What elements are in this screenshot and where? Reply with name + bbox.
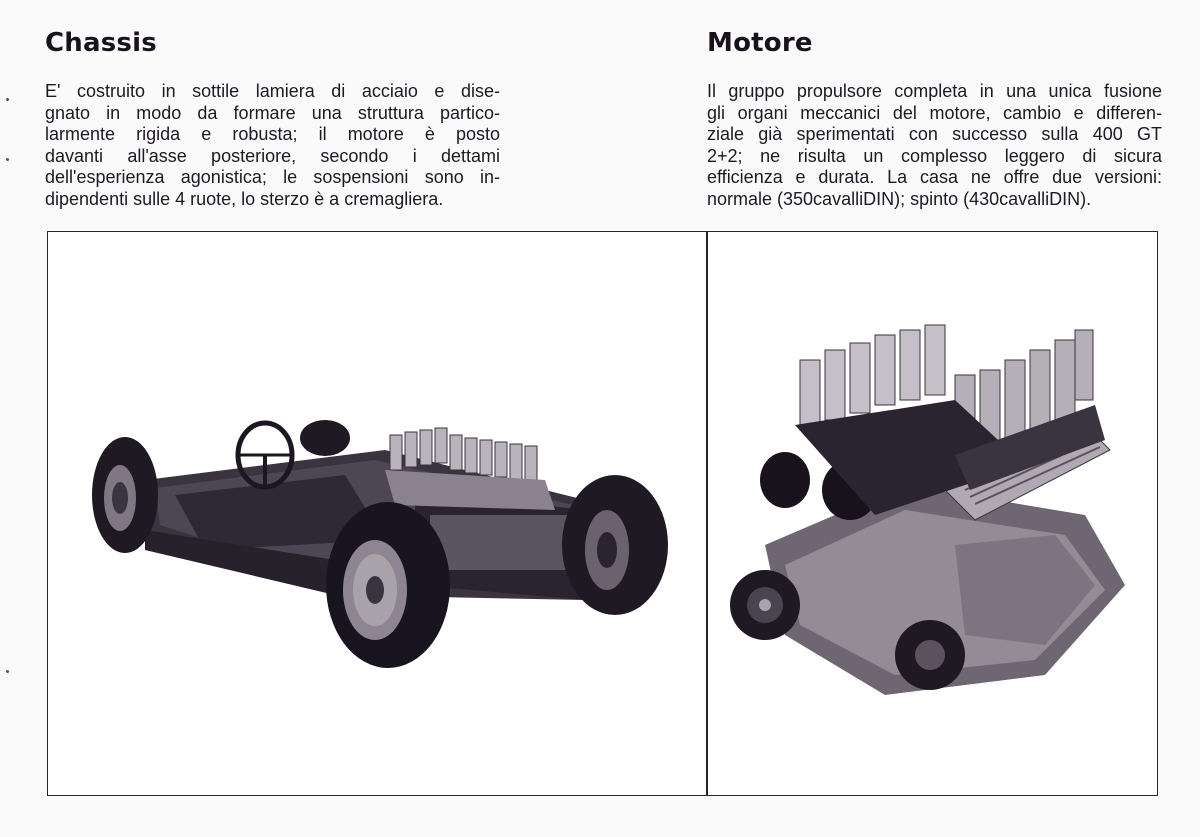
motore-line: 2+2; ne risulta un complesso leggero di sicura bbox=[707, 145, 1162, 166]
motore-heading: Motore bbox=[707, 28, 813, 58]
motore-line: ziale già sperimentati con successo sulla 400 GT bbox=[707, 124, 1162, 144]
chassis-line: dell'esperienza agonistica; le sospensioni sono in- bbox=[45, 167, 500, 187]
chassis-line: gnato in modo da formare una struttura partico- bbox=[45, 102, 500, 123]
motore-line: efficienza e durata. La casa ne offre due versioni: bbox=[707, 167, 1162, 187]
photo-divider bbox=[706, 231, 708, 796]
motore-line: Il gruppo propulsore completa in una unica fusione bbox=[707, 81, 1162, 101]
motore-paragraph bbox=[707, 81, 1162, 210]
chassis-photo-icon bbox=[85, 410, 675, 680]
chassis-heading: Chassis bbox=[45, 28, 157, 58]
margin-mark bbox=[6, 98, 9, 101]
margin-mark bbox=[6, 670, 9, 673]
margin-mark bbox=[6, 158, 9, 161]
chassis-paragraph bbox=[45, 81, 500, 210]
chassis-line: davanti all'asse posteriore, secondo i dettami bbox=[45, 145, 500, 166]
chassis-line: larmente rigida e robusta; il motore è posto bbox=[45, 124, 500, 144]
chassis-line: E' costruito in sottile lamiera di acciaio e dise- bbox=[45, 81, 500, 101]
motore-line: gli organi meccanici del motore, cambio e differen- bbox=[707, 102, 1162, 123]
chassis-line: dipendenti sulle 4 ruote, lo sterzo è a cremagliera. bbox=[45, 188, 444, 209]
engine-photo-icon bbox=[725, 315, 1140, 705]
motore-line: normale (350cavalliDIN); spinto (430cavalliDIN). bbox=[707, 188, 1092, 209]
